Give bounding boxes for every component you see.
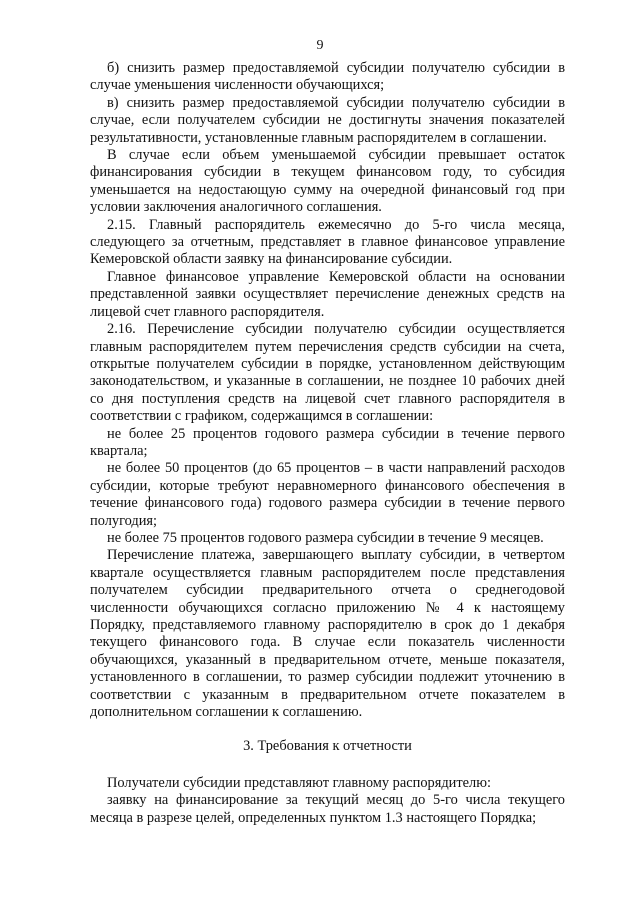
paragraph-first-quarter: не более 25 процентов годового размера субсидии в течение первого квартала; (90, 425, 565, 459)
document-body (90, 60, 565, 827)
paragraph-recipients-submit: Получатели субсидии представляют главному распорядителю: (107, 774, 491, 791)
paragraph-nine-months: не более 75 процентов годового размера субсидии в течение 9 месяцев. (107, 529, 544, 546)
paragraph-first-half: не более 50 процентов (до 65 процентов – в части направлений расходов субсидии, которые требуют неравномерного финансового обеспечения в течение финансового года) годового размера субсидии в течение первого полугодия; (90, 460, 565, 529)
page-number: 9 (316, 38, 324, 53)
paragraph-finance-transfer: Главное финансовое управление Кемеровской области на основании представленной заявки осуществляет перечисление денежных средств на лицевой счет главного распорядителя. (90, 268, 565, 320)
paragraph-monthly-request: заявку на финансирование за текущий месяц до 5-го числа текущего месяца в разрезе целей, определенных пунктом 1.3 настоящего Порядка; (90, 792, 565, 826)
paragraph-reduce-enrollment: б) снизить размер предоставляемой субсидии получателю субсидии в случае уменьшения численности обучающихся; (90, 60, 565, 94)
paragraph-2-16: 2.16. Перечисление субсидии получателю субсидии осуществляется главным распорядителем путем перечисления средств субсидии на счета, открытые получателем субсидии в порядке, установленном действующим законодательством, и указанные в соглашении, не позднее 10 рабочих дней со дня поступления средств на лицевой счет главного распорядителя в соответствии с графиком, содержащимся в соглашении: (90, 321, 565, 425)
paragraph-final-payment: Перечисление платежа, завершающего выплату субсидии, в четвертом квартале осуществляется главным распорядителем после представления получателем субсидии предварительного отчета о среднегодовой численности обучающихся согласно приложению № 4 к настоящему Порядку, представляемого главному распорядителю в срок до 1 декабря текущего финансового года. В случае если показатель численности обучающихся, указанный в предварительном отчете, меньше показателя, установленного в соглашении, то размер субсидии подлежит уточнению в соответствии с указанным в предварительном отчете показателем в дополнительном соглашении к соглашению. (90, 547, 565, 721)
paragraph-2-15: 2.15. Главный распорядитель ежемесячно до 5-го числа месяца, следующего за отчетным, представляет в главное финансовое управление Кемеровской области заявку на финансирование субсидии. (90, 216, 565, 268)
section-heading: 3. Требования к отчетности (243, 738, 412, 755)
paragraph-reduce-performance: в) снизить размер предоставляемой субсидии получателю субсидии в случае, если получателем субсидии не достигнуты значения показателей результативности, установленные главным распорядителем в соглашении. (90, 94, 565, 146)
paragraph-exceeds-balance: В случае если объем уменьшаемой субсидии превышает остаток финансирования субсидии в текущем финансовом году, то субсидия уменьшается на недостающую сумму на очередной финансовый год при условии заключения аналогичного соглашения. (90, 147, 565, 216)
